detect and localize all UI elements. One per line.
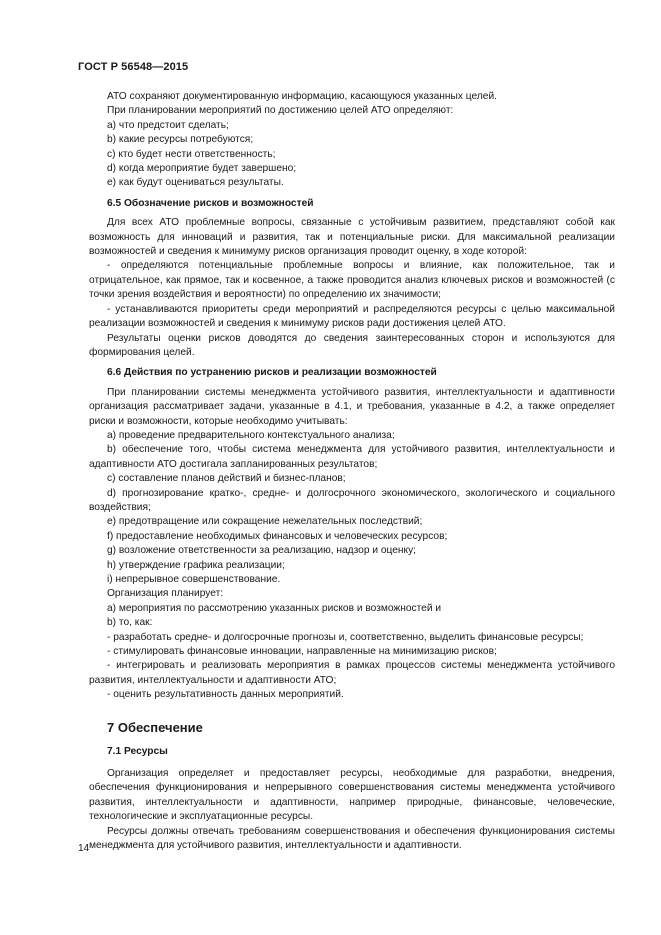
page-body	[89, 90, 615, 854]
section-6-5-heading: 6.5 Обозначение рисков и возможностей	[107, 197, 314, 209]
section-6-6-list-item: f) предоставление необходимых финансовых и человеческих ресурсов;	[107, 530, 448, 542]
intro-list-item: а) что предстоит сделать;	[107, 119, 229, 131]
intro-list-item: b) какие ресурсы потребуются;	[107, 134, 254, 146]
section-6-6-list-item: b) обеспечение того, чтобы система менеджмента для устойчивого развития, интеллектуальности и адаптивности АТО достигала запланированных результатов;	[89, 444, 615, 470]
section-6-6-list-item: i) непрерывное совершенствование.	[107, 574, 281, 585]
intro-list-item: c) кто будет нести ответственность;	[107, 148, 276, 160]
intro-list-item: d) когда мероприятие будет завершено;	[107, 163, 297, 175]
section-6-5-paragraph: Результаты оценки рисков доводятся до сведения заинтересованных сторон и используются для формирования целей.	[89, 332, 615, 358]
section-6-6-list-item: b) то, как:	[107, 617, 153, 629]
intro-list-item: e) как будут оцениваться результаты.	[107, 177, 284, 189]
section-6-6-paragraph: При планировании системы менеджмента устойчивого развития, интеллектуальности и адаптивности организация рассматривает задачи, указанные в 4.1, и требования, указанные в 4.2, а также определяет риски и возможности, которые необходимо учитывать:	[89, 386, 615, 427]
section-6-6-list-item: h) утверждение графика реализации;	[107, 559, 285, 571]
section-6-6-list-item: d) прогнозирование кратко-, средне- и долгосрочного экономического, экологического и социального воздействия;	[89, 487, 615, 513]
section-6-6-list-item: c) составление планов действий и бизнес-планов;	[107, 473, 346, 485]
section-6-6-dash-item: - интегрировать и реализовать мероприятия в рамках процессов системы менеджмента устойчивого развития, интеллектуальности и адаптивности АТО;	[89, 660, 615, 686]
section-6-5-paragraph: - определяются потенциальные проблемные вопросы и влияние, как положительное, так и отрицательное, как прямое, так и косвенное, а также проводится анализ ключевых рисков и возможностей (с точки зрения воздействия и вероятности) по определению их значимости;	[89, 260, 615, 301]
intro-line: АТО сохраняют документированную информацию, касающуюся указанных целей.	[107, 91, 497, 102]
section-6-5-paragraph: Для всех АТО проблемные вопросы, связанные с устойчивым развитием, представляют собой как возможность для инноваций и развития, так и потенциальные риски. Для максимальной реализации возможностей и сведения к минимуму рисков организация проводит оценку, в ходе которой:	[89, 217, 615, 258]
section-7-heading: 7 Обеспечение	[107, 719, 203, 735]
page-number: 14	[78, 843, 90, 854]
section-6-5-paragraph: - устанавливаются приоритеты среди мероприятий и распределяются ресурсы с целью максимальной реализации возможностей и сведения к минимуму рисков ради достижения целей АТО.	[89, 303, 615, 330]
section-7-1-paragraph: Организация определяет и предоставляет ресурсы, необходимые для разработки, внедрения, обеспечения функционирования и непрерывного совершенствования системы менеджмента устойчивого развития, интеллектуальности и адаптивности, например природные, финансовые, человеческие, технологические и эксплуатационные ресурсы.	[89, 768, 615, 823]
section-6-6-list-item: g) возложение ответственности за реализацию, надзор и оценку;	[107, 545, 417, 557]
section-7-1-heading: 7.1 Ресурсы	[107, 745, 168, 757]
section-6-6-dash-item: - стимулировать финансовые инновации, направленные на минимизацию рисков;	[107, 646, 497, 658]
section-6-6-dash-item: - разработать средне- и долгосрочные прогнозы и, соответственно, выделить финансовые ресурсы;	[107, 631, 584, 643]
intro-line: При планировании мероприятий по достижению целей АТО определяют:	[107, 105, 454, 117]
section-6-6-paragraph: Организация планирует:	[107, 588, 224, 600]
section-6-6-list-item: а) мероприятия по рассмотрению указанных рисков и возможностей и	[107, 602, 442, 614]
section-6-6-heading: 6.6 Действия по устранению рисков и реализации возможностей	[107, 367, 437, 379]
section-6-6-list-item: e) предотвращение или сокращение нежелательных последствий;	[107, 516, 423, 528]
standard-code-header: ГОСТ Р 56548—2015	[78, 61, 189, 73]
section-6-6-dash-item: - оценить результативность данных мероприятий.	[107, 689, 344, 701]
section-7-1-paragraph: Ресурсы должны отвечать требованиям совершенствования и обеспечения функционирования системы менеджмента для устойчивого развития, интеллектуальности и адаптивности.	[89, 825, 615, 852]
section-6-6-list-item: а) проведение предварительного контекстуального анализа;	[107, 429, 395, 441]
